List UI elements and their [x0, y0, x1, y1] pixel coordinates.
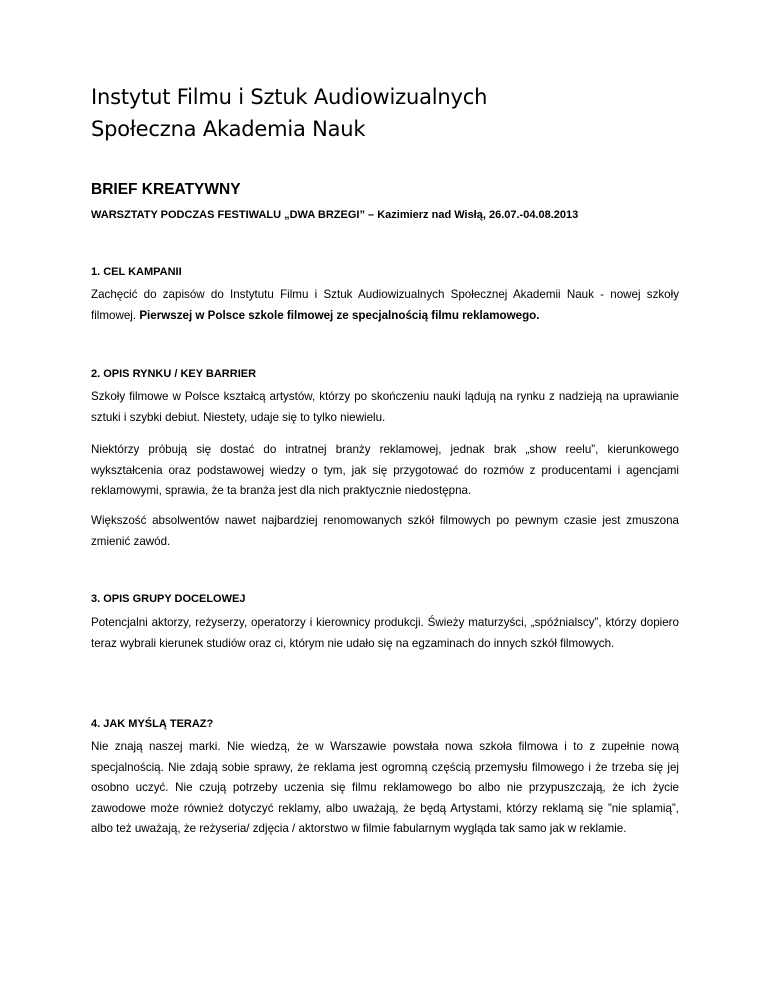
- section-heading-target-group: 3. OPIS GRUPY DOCELOWEJ: [91, 593, 246, 605]
- brief-subtitle: WARSZTATY PODCZAS FESTIWALU „DWA BRZEGI” – Kazimierz nad Wisłą, 26.07.-04.08.2013: [91, 209, 579, 221]
- market-paragraph-1: Szkoły filmowe w Polsce kształcą artystów, którzy po skończeniu nauki lądują na rynku z nadzieją na uprawianie sztuki i szybki debiut. Niestety, udaje się to tylko niewielu.: [91, 390, 679, 424]
- current-thinking-paragraph: Nie znają naszej marki. Nie wiedzą, że w Warszawie powstała nowa szkoła filmowa i to z zupełnie nową specjalnością. Nie zdają sobie sprawy, że reklama jest ogromną częścią przemysłu filmowego i że trzeba się jej osobno uczyć. Nie czują potrzeby uczenia się filmu reklamowego bo albo nie przypuszczają, że ich życie zawodowe może również dotyczyć reklamy, albo uważają, że będą Artystami, którzy reklamą się ”nie splamią”, albo też uważają, że reżyseria/ zdjęcia / aktorstwo w filmie fabularnym wygląda tak samo jak w reklamie.: [91, 740, 679, 835]
- goal-text-bold: Pierwszej w Polsce szkole filmowej ze specjalnością filmu reklamowego.: [139, 308, 540, 322]
- section-heading-goal: 1. CEL KAMPANII: [91, 266, 182, 278]
- goal-text: Zachęcić do zapisów do Instytutu Filmu i Sztuk Audiowizualnych Społecznej Akademii Nauk - nowej szkoły filmowej.: [91, 288, 679, 322]
- market-paragraph-2: Niektórzy próbują się dostać do intratnej branży reklamowej, jednak brak „show reelu”, kierunkowego wykształcenia oraz podstawowej wiedzy o tym, jak się przygotować do rozmów z producentami i agencjami reklamowymi, sprawia, że ta branża jest dla nich praktycznie niedostępna.: [91, 443, 679, 497]
- target-group-paragraph: Potencjalni aktorzy, reżyserzy, operatorzy i kierownicy produkcji. Świeży maturzyści, „spóźnialscy”, którzy dopiero teraz wybrali kierunek studiów oraz ci, którym nie udało się na egzaminach do innych szkół filmowych.: [91, 616, 679, 650]
- section-goal-paragraph: [91, 285, 679, 326]
- brief-title: BRIEF KREATYWNY: [91, 181, 241, 198]
- market-paragraph-3: Większość absolwentów nawet najbardziej renomowanych szkół filmowych po pewnym czasie jest zmuszona zmienić zawód.: [91, 514, 679, 548]
- section-heading-current-thinking: 4. JAK MYŚLĄ TERAZ?: [91, 718, 214, 730]
- institute-name: Instytut Filmu i Sztuk Audiowizualnych: [91, 85, 488, 109]
- academy-name: Społeczna Akademia Nauk: [91, 117, 366, 141]
- section-heading-market: 2. OPIS RYNKU / KEY BARRIER: [91, 368, 257, 380]
